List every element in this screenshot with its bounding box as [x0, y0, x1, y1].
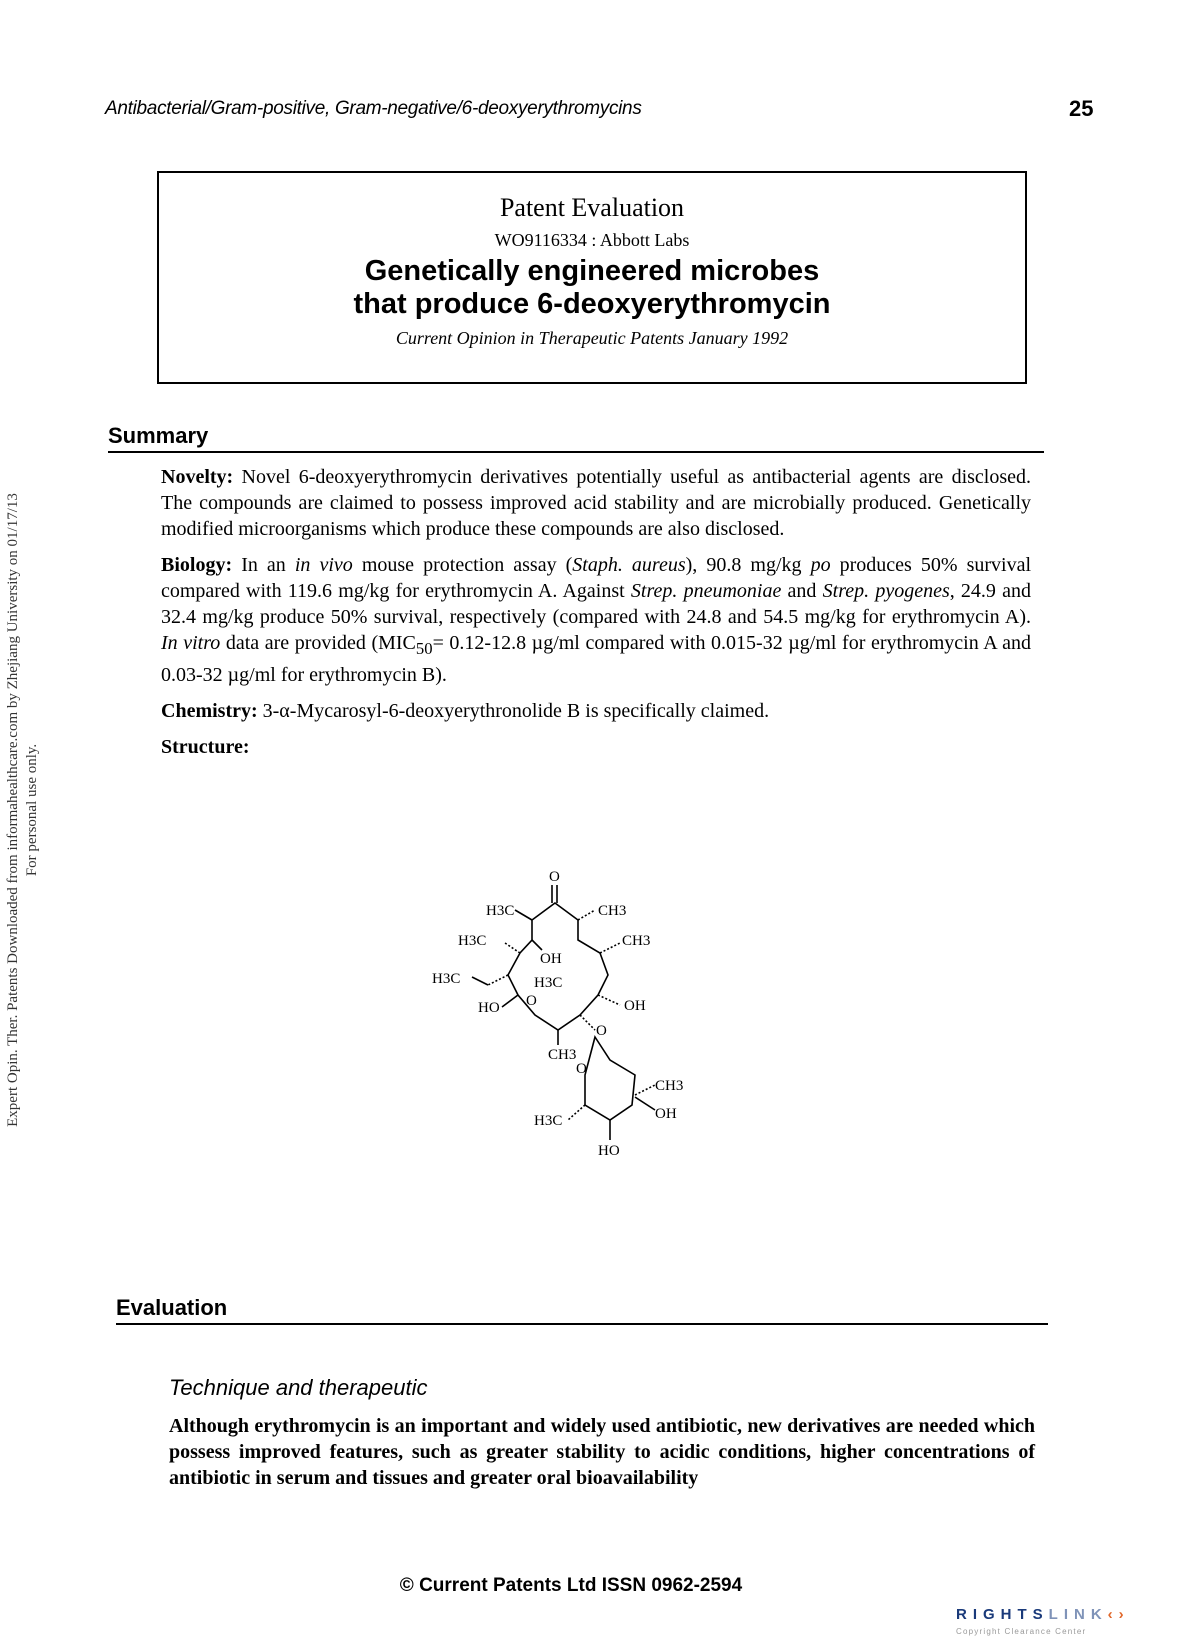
chemistry-text: 3-α-Mycarosyl-6-deoxyerythronolide B is specifically claimed. [262, 700, 770, 722]
watermark-line-1: Expert Opin. Ther. Patents Downloaded from informahealthcare.com by Zhejiang University on 01/17/13 [5, 493, 21, 1127]
biology-italic-3: po [810, 554, 831, 576]
biology-paragraph [161, 552, 1031, 688]
article-title-line-2: that produce 6-deoxyerythromycin [353, 288, 831, 320]
atom-oh-2: OH [624, 998, 646, 1014]
article-title [159, 255, 1025, 321]
mic-subscript: 50 [415, 639, 433, 658]
rightslink-logo-link: LINK [1048, 1606, 1108, 1623]
biology-text-7: data are provided (MIC [225, 632, 416, 654]
biology-italic-6: In vitro [161, 632, 221, 654]
article-title-line-1: Genetically engineered microbes [364, 255, 820, 287]
copyright-footer: © Current Patents Ltd ISSN 0962-2594 [399, 1575, 743, 1596]
atom-h3c-3: H3C [432, 971, 461, 987]
patent-evaluation-label: Patent Evaluation [499, 193, 685, 222]
evaluation-heading: Evaluation [116, 1295, 1048, 1325]
chemical-structure-figure [432, 865, 740, 1205]
download-watermark [2, 440, 44, 1180]
atom-h3c-5: H3C [534, 1113, 563, 1129]
chemistry-label: Chemistry: [161, 700, 258, 722]
watermark-line-2: For personal use only. [24, 743, 40, 877]
patent-title-box [157, 171, 1027, 384]
summary-heading: Summary [108, 423, 1044, 453]
structure-paragraph [161, 734, 1031, 760]
biology-italic-2: Staph. aureus [572, 554, 686, 576]
atom-ho-1: HO [478, 1000, 500, 1016]
atom-o-ring: O [526, 993, 537, 1009]
running-head: Antibacterial/Gram-positive, Gram-negative/6-deoxyerythromycins [105, 98, 642, 119]
biology-italic-1: in vivo [294, 554, 353, 576]
patent-reference: WO9116334 : Abbott Labs [494, 230, 690, 250]
biology-text-5: and [787, 580, 817, 602]
atom-ch3-3: CH3 [548, 1047, 577, 1063]
atom-ch3-4: CH3 [655, 1078, 684, 1094]
evaluation-text: Although erythromycin is an important and widely used antibiotic, new derivatives are needed which possess improved features, such as greater stability to acidic conditions, higher concentrations of antibiotic in serum and tissues and greater oral bioavailability [169, 1415, 1035, 1489]
novelty-label: Novelty: [161, 466, 234, 488]
atom-ch3-1: CH3 [598, 903, 627, 919]
structure-label: Structure: [161, 736, 250, 758]
rightslink-logo-rights: RIGHTS [956, 1606, 1049, 1623]
rightslink-logo-mark: ‹› [1107, 1606, 1130, 1623]
atom-ho-2: HO [598, 1143, 620, 1159]
chemistry-paragraph [161, 698, 1031, 724]
biology-italic-4: Strep. pneumoniae [630, 580, 782, 602]
journal-source: Current Opinion in Therapeutic Patents January 1992 [395, 328, 789, 348]
biology-text-4: produces 50% survival compared with 119.6 mg/kg for erythromycin A. Against [161, 554, 1032, 602]
atom-o-carbonyl: O [549, 869, 560, 885]
biology-text-6: , 24.9 and 32.4 mg/kg produce 50% survival, respectively (compared with 24.8 and 54.5 mg/kg for erythromycin A). [161, 580, 1032, 628]
atom-h3c-1: H3C [486, 903, 515, 919]
biology-text-2: mouse protection assay ( [361, 554, 573, 576]
biology-italic-5: Strep. pyogenes [822, 580, 950, 602]
biology-text-1: In an [241, 554, 286, 576]
atom-oh-1: OH [540, 951, 562, 967]
atom-o-link: O [596, 1023, 607, 1039]
page-number: 25 [1069, 96, 1094, 121]
biology-text-8: = 0.12-12.8 µg/ml compared with 0.015-32 µg/ml for erythromycin A and 0.03-32 µg/ml for erythromycin B). [161, 632, 1031, 686]
atom-ch3-2: CH3 [622, 933, 651, 949]
atom-oh-3: OH [655, 1106, 677, 1122]
rightslink-logo[interactable] [956, 1606, 1130, 1623]
biology-label: Biology: [161, 554, 233, 576]
structure-diagram [432, 865, 740, 1205]
summary-body [161, 464, 1031, 770]
atom-h3c-2: H3C [458, 933, 487, 949]
novelty-paragraph [161, 464, 1031, 542]
atom-h3c-4: H3C [534, 975, 563, 991]
rightslink-tagline: Copyright Clearance Center [956, 1627, 1087, 1636]
biology-text-3: ), 90.8 mg/kg [685, 554, 802, 576]
novelty-text: Novel 6-deoxyerythromycin derivatives potentially useful as antibacterial agents are disclosed. The compounds are claimed to possess improved acid stability and are microbially produced. Genetically modified microorganisms which produce these compounds are also disclosed. [161, 466, 1032, 540]
technique-subheading: Technique and therapeutic [169, 1375, 428, 1400]
atom-o-sugar: O [576, 1061, 587, 1077]
